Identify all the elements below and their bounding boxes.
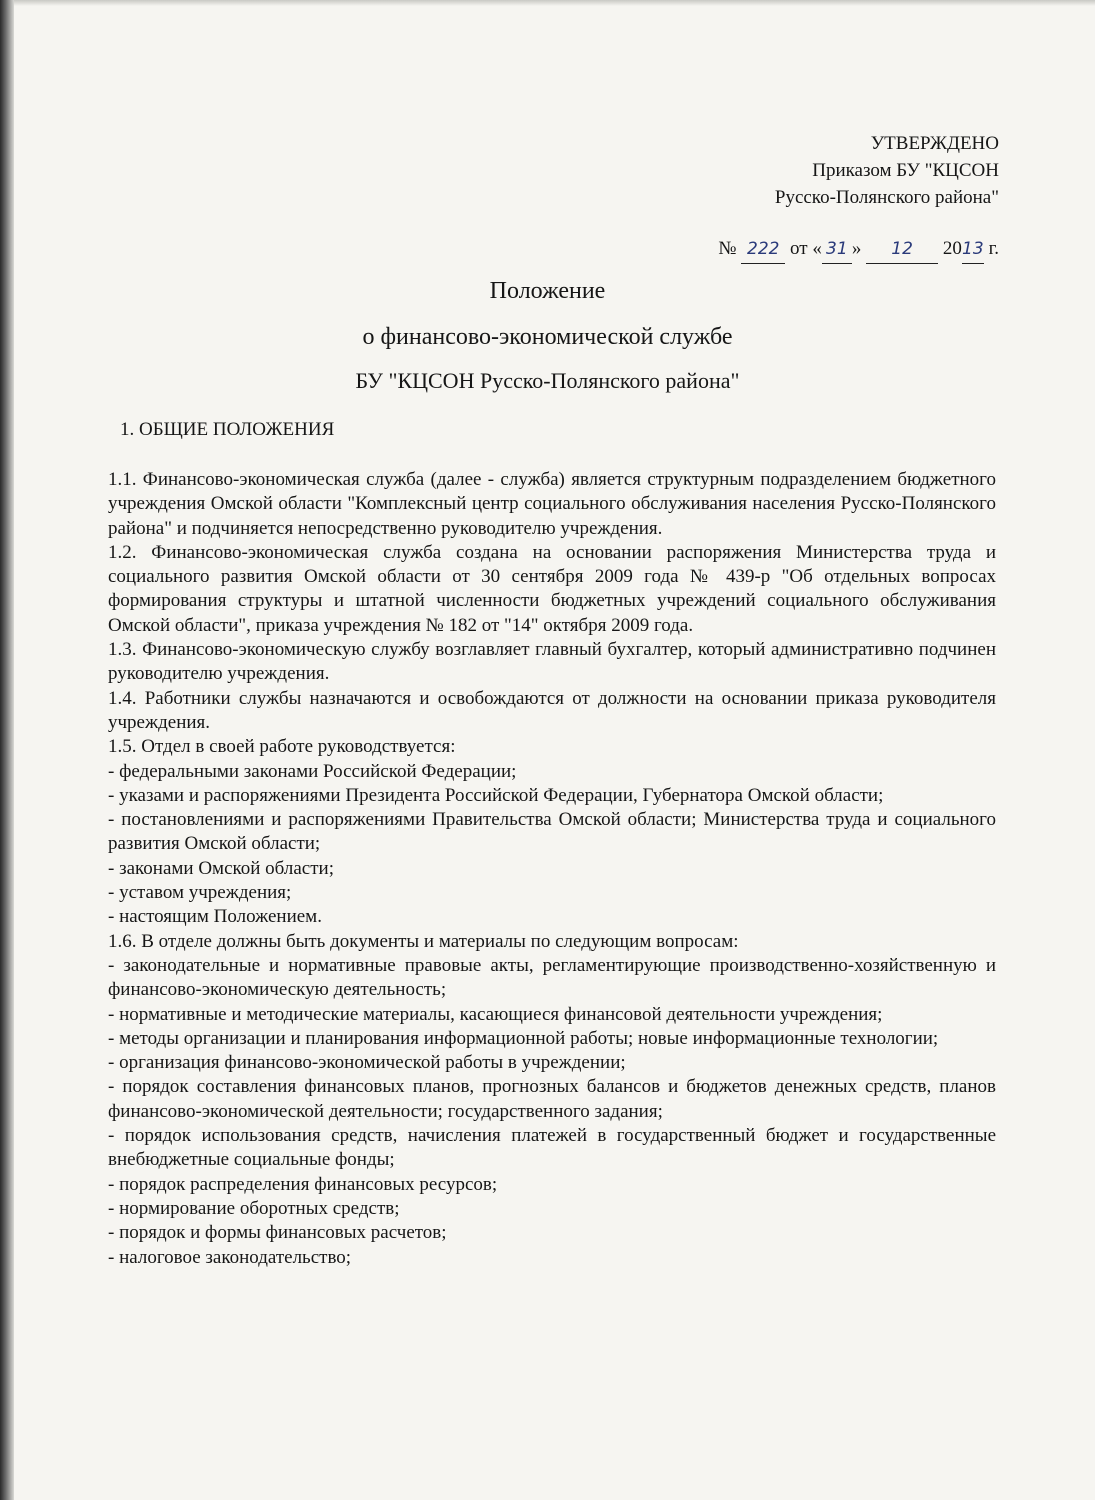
from-label: от «	[790, 238, 822, 259]
list-item: - методы организации и планирования информационной работы; новые информационные технологии;	[108, 1027, 939, 1049]
paragraph: 1.1. Финансово-экономическая служба (далее - служба) является структурным подразделением бюджетного учреждения Омской области "Комплексный центр социального обслуживания населения Русско-Полянского района" и подчиняется непосредственно руководителю учреждения.	[108, 469, 996, 539]
document-organization: БУ "КЦСОН Русско-Полянского района"	[355, 368, 740, 393]
list-item: - порядок составления финансовых планов, прогнозных балансов и бюджетов денежных средств, планов финансово-экономической деятельности; государственного задания;	[108, 1076, 996, 1122]
list-item: - законодательные и нормативные правовые акты, регламентирующие производственно-хозяйственную и финансово-экономическую деятельность;	[108, 954, 996, 1001]
paragraph: 1.6. В отделе должны быть документы и материалы по следующим вопросам:	[108, 930, 739, 952]
list-item: - законами Омской области;	[108, 857, 334, 879]
section-heading: 1. ОБЩИЕ ПОЛОЖЕНИЯ	[120, 419, 335, 440]
year-prefix: 20	[942, 238, 962, 259]
paragraph: 1.3. Финансово-экономическую службу возглавляет главный бухгалтер, который административно подчинен руководителю учреждения.	[108, 639, 996, 685]
approval-block	[718, 130, 999, 264]
handwritten-month: 12	[866, 236, 938, 264]
scan-top-edge	[14, 0, 1095, 6]
year-abbrev: г.	[988, 238, 999, 259]
document-title: Положение	[489, 278, 606, 304]
paragraph: 1.2. Финансово-экономическая служба создана на основании распоряжения Министерства труда и социального развития Омской области от 30 сентября 2009 года № 439-р "Об отдельных вопросах формирования структуры и штатной численности бюджетных учреждений социального обслуживания Омской области", приказа учреждения № 182 от "14" октября 2009 года.	[108, 541, 996, 636]
paragraph: 1.5. Отдел в своей работе руководствуется:	[108, 736, 456, 758]
list-item: - налоговое законодательство;	[108, 1246, 352, 1268]
list-item: - организация финансово-экономической работы в учреждении;	[108, 1052, 626, 1074]
list-item: - настоящим Положением.	[108, 906, 322, 928]
list-item: - уставом учреждения;	[108, 882, 292, 904]
approval-order: Приказом БУ "КЦСОН	[812, 160, 999, 181]
list-item: - порядок использования средств, начисления платежей в государственный бюджет и государственные внебюджетные социальные фонды;	[108, 1125, 996, 1171]
list-item: - нормирование оборотных средств;	[108, 1197, 400, 1219]
handwritten-day: 31	[822, 236, 852, 264]
document-body	[108, 468, 996, 1270]
list-item: - порядок и формы финансовых расчетов;	[108, 1222, 447, 1244]
document-subtitle: о финансово-экономической службе	[362, 324, 733, 350]
approval-heading: УТВЕРЖДЕНО	[870, 133, 999, 154]
list-item: - указами и распоряжениями Президента Российской Федерации, Губернатора Омской области;	[108, 784, 884, 806]
list-item: - нормативные и методические материалы, касающиеся финансовой деятельности учреждения;	[108, 1003, 883, 1025]
paragraph: 1.4. Работники службы назначаются и освобождаются от должности на основании приказа руководителя учреждения.	[108, 687, 996, 733]
approval-district: Русско-Полянского района"	[774, 187, 999, 208]
list-item: - постановлениями и распоряжениями Правительства Омской области; Министерства труда и социального развития Омской области;	[108, 809, 996, 855]
order-number-line	[718, 235, 999, 264]
handwritten-year-suffix: 13	[962, 236, 984, 264]
list-item: - порядок распределения финансовых ресурсов;	[108, 1173, 498, 1195]
day-close-quote: »	[851, 238, 862, 259]
handwritten-order-number: 222	[741, 236, 785, 264]
list-item: - федеральными законами Российской Федерации;	[108, 760, 517, 782]
scan-left-edge	[0, 0, 14, 1500]
number-sign: №	[718, 238, 737, 259]
